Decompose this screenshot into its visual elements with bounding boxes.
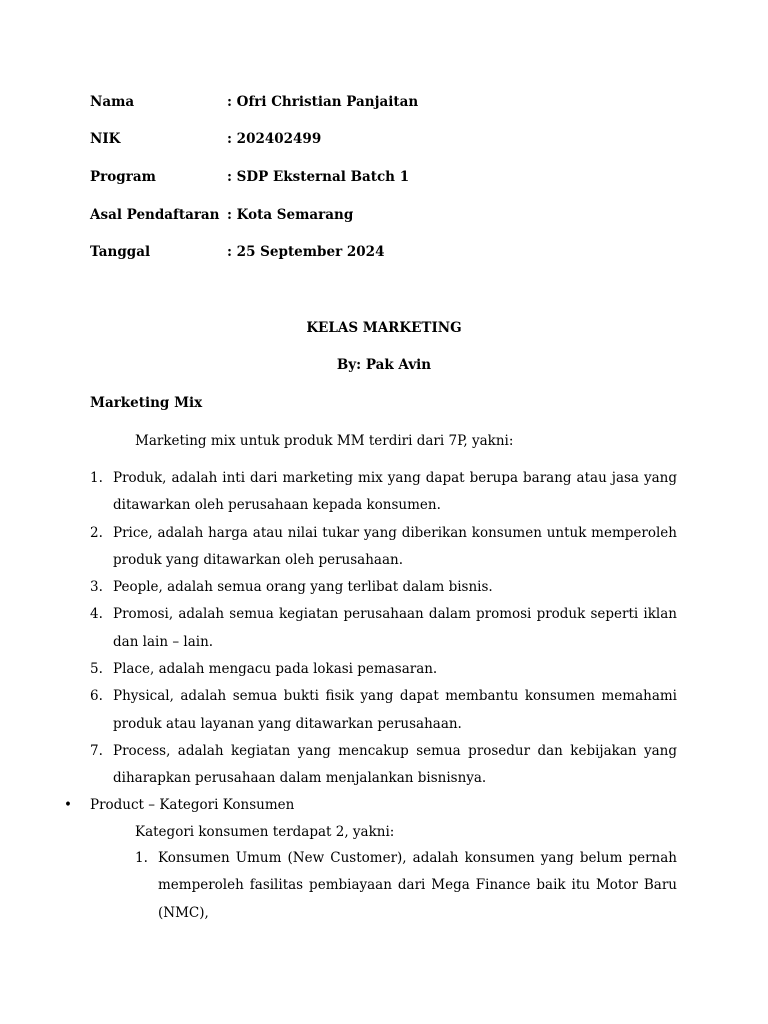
- info-value: : SDP Eksternal Batch 1: [227, 169, 410, 185]
- info-value: : Ofri Christian Panjaitan: [227, 94, 419, 110]
- list-item: [90, 601, 677, 656]
- list-item-text: Price, adalah harga atau nilai tukar yang diberikan konsumen untuk memperoleh produk yang ditawarkan oleh perusahaan.: [113, 524, 677, 568]
- bullet-icon: •: [64, 797, 72, 813]
- sub-intro-paragraph: Kategori konsumen terdapat 2, yakni:: [135, 824, 395, 840]
- list-number: 1.: [90, 470, 103, 486]
- list-item-text: Promosi, adalah semua kegiatan perusahaan dalam promosi produk seperti iklan dan lain – lain.: [113, 606, 677, 650]
- list-item: [135, 845, 677, 927]
- list-item-text: Produk, adalah inti dari marketing mix yang dapat berupa barang atau jasa yang ditawarkan oleh perusahaan kepada konsumen.: [113, 470, 677, 514]
- list-number: 2.: [90, 524, 103, 541]
- info-label: Asal Pendaftaran: [90, 207, 220, 223]
- list-item-text: Process, adalah kegiatan yang mencakup semua prosedur dan kebijakan yang diharapkan perusahaan dalam menjalankan bisnisnya.: [113, 742, 677, 787]
- list-number: 7.: [90, 742, 103, 759]
- list-item-text: Konsumen Umum (New Customer), adalah konsumen yang belum pernah memperoleh fasilitas pembiayaan dari Mega Finance baik itu Motor Baru (NMC),: [158, 850, 677, 921]
- byline: By: Pak Avin: [336, 357, 432, 373]
- list-item: [90, 465, 677, 520]
- list-number: 6.: [90, 688, 103, 705]
- info-value: : 25 September 2024: [227, 244, 385, 260]
- document-title: KELAS MARKETING: [306, 320, 462, 336]
- info-value: : Kota Semarang: [227, 207, 354, 223]
- info-value: : 202402499: [227, 131, 322, 147]
- customer-category-list: [135, 845, 677, 927]
- info-label: NIK: [90, 131, 121, 147]
- info-label: Nama: [90, 94, 135, 110]
- list-item: [90, 520, 677, 575]
- info-label: Tanggal: [90, 244, 151, 260]
- info-label: Program: [90, 169, 156, 185]
- list-item: [90, 574, 677, 601]
- list-item: [90, 738, 677, 793]
- list-item: [90, 656, 677, 683]
- intro-paragraph: Marketing mix untuk produk MM terdiri dari 7P, yakni:: [135, 433, 514, 449]
- list-number: 5.: [90, 661, 103, 678]
- bullet-heading: Product – Kategori Konsumen: [90, 797, 295, 813]
- list-item-text: Physical, adalah semua bukti fisik yang dapat membantu konsumen memahami produk atau layanan yang ditawarkan perusahaan.: [113, 688, 677, 732]
- list-item-text: People, adalah semua orang yang terlibat dalam bisnis.: [113, 579, 493, 596]
- list-number: 4.: [90, 606, 103, 623]
- marketing-mix-list: [90, 465, 677, 793]
- list-item-text: Place, adalah mengacu pada lokasi pemasaran.: [113, 661, 438, 678]
- list-number: 1.: [135, 850, 148, 866]
- list-item: [90, 683, 677, 738]
- section-heading: Marketing Mix: [90, 395, 203, 411]
- list-number: 3.: [90, 579, 103, 596]
